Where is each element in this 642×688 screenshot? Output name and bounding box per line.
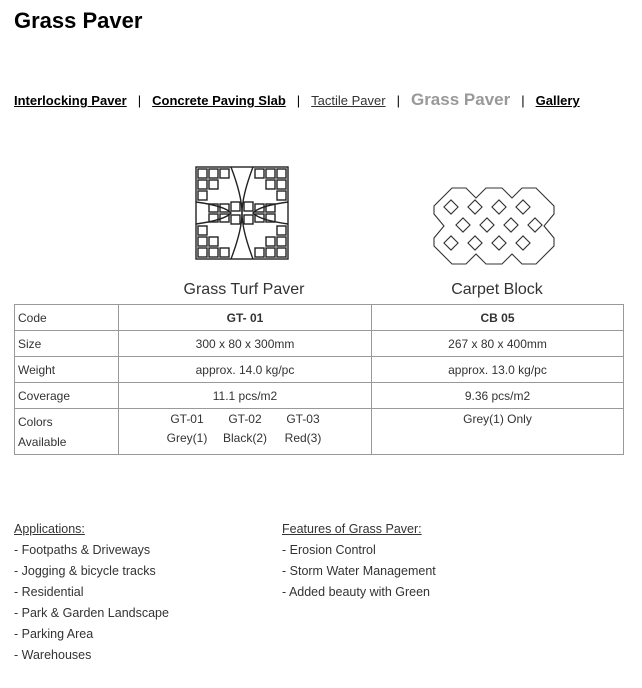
cell-value: GT- 01 [119,305,372,331]
nav-interlocking-paver[interactable]: Interlocking Paver [14,93,127,108]
color-code: GT-03 [286,412,320,426]
page-title: Grass Paver [14,8,143,33]
nav-separator: | [396,93,400,108]
applications-list [14,519,169,666]
list-item: - Added beauty with Green [282,585,431,599]
cell-value: 267 x 80 x 400mm [372,331,624,357]
table-row [15,331,624,357]
table-row [15,305,624,331]
row-label [15,409,119,455]
nav-gallery[interactable]: Gallery [535,93,580,108]
cell-value: approx. 14.0 kg/pc [119,357,372,383]
cell-value: 300 x 80 x 300mm [119,331,372,357]
nav-separator: | [296,93,301,108]
list-item: - Parking Area [14,627,94,641]
list-item: - Storm Water Management [282,564,436,578]
color-code: GT-01 [170,412,204,426]
cell-value [119,409,372,455]
nav-tactile-paver[interactable]: Tactile Paver [311,93,386,108]
carpet-block-icon [432,186,556,266]
features-list [282,519,436,603]
features-heading: Features of Grass Paver: [282,522,422,536]
row-label: Code [15,305,119,331]
table-row [15,357,624,383]
spec-table [14,304,624,455]
cell-value: CB 05 [372,305,624,331]
list-item: - Erosion Control [282,543,376,557]
nav-separator: | [137,93,142,108]
table-row [15,383,624,409]
color-name: Black(2) [222,431,267,445]
row-label: Size [15,331,119,357]
grass-turf-paver-icon [195,166,289,260]
table-row [15,409,624,455]
list-item: - Footpaths & Driveways [14,543,151,557]
row-label: Coverage [15,383,119,409]
cell-value: 9.36 pcs/m2 [372,383,624,409]
color-name: Grey(1) [166,431,208,445]
available-label: Available [18,435,67,449]
nav-concrete-paving-slab[interactable]: Concrete Paving Slab [152,93,286,108]
list-item: - Jogging & bicycle tracks [14,564,156,578]
product-name-grass-turf: Grass Turf Paver [183,281,305,298]
row-label: Weight [15,357,119,383]
nav-separator: | [521,93,525,108]
colors-label: Colors [18,415,53,429]
product-nav [14,90,634,110]
applications-heading: Applications: [14,522,85,536]
product-name-carpet-block: Carpet Block [451,281,543,298]
cell-value: Grey(1) Only [372,409,624,455]
list-item: - Warehouses [14,648,92,662]
list-item: - Park & Garden Landscape [14,606,169,620]
list-item: - Residential [14,585,84,599]
cell-value: 11.1 pcs/m2 [119,383,372,409]
color-name: Red(3) [284,431,322,445]
color-code: GT-02 [228,412,262,426]
cell-value: approx. 13.0 kg/pc [372,357,624,383]
nav-grass-paver-current: Grass Paver [410,90,511,109]
